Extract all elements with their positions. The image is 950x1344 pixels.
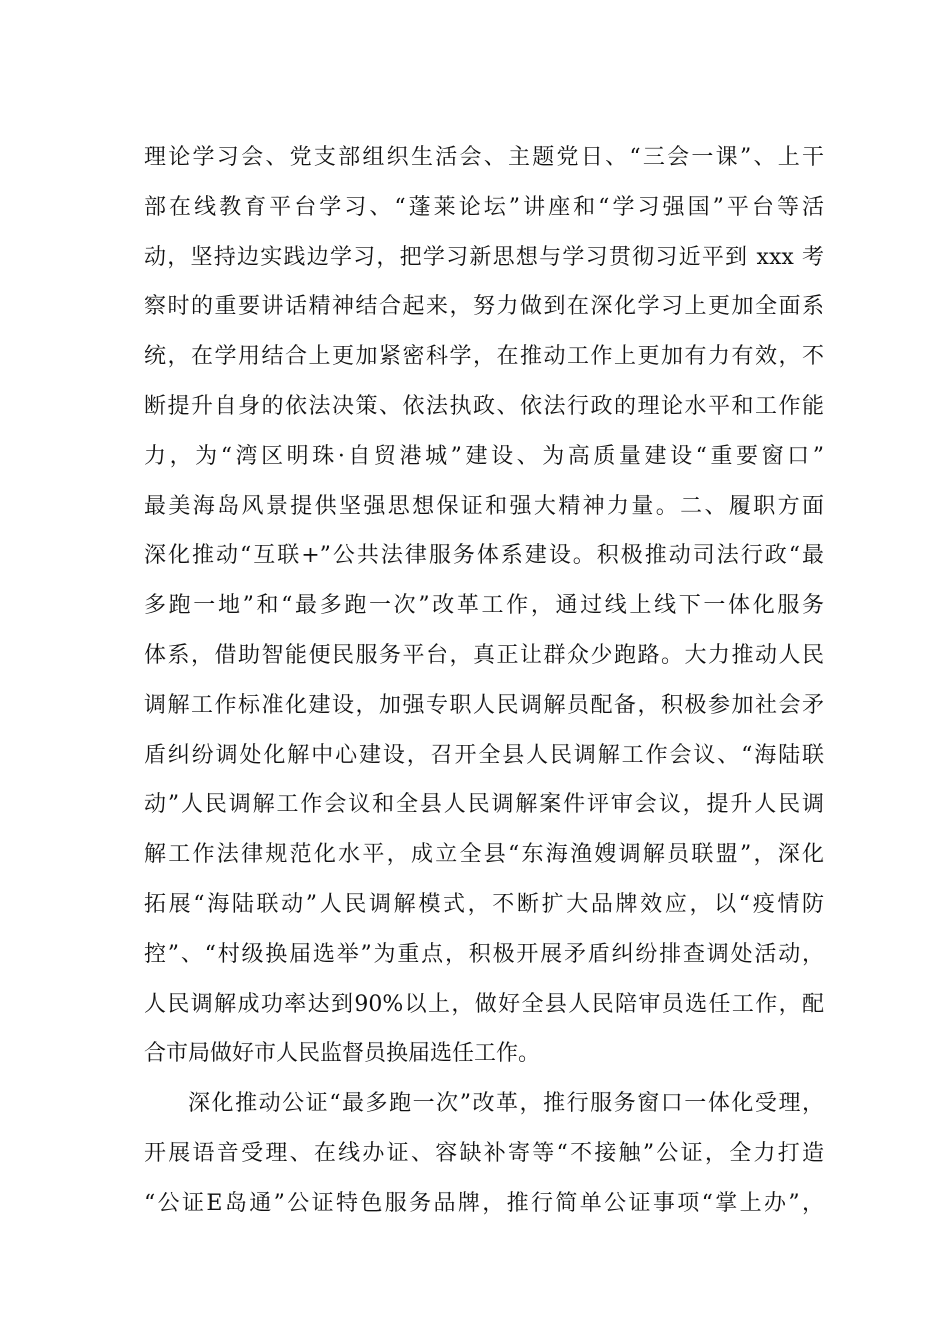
text-line: 深化推动公证“最多跑一次”改革，推行服务窗口一体化受理， <box>188 1091 824 1117</box>
text-line: 控”、“村级换届选举”为重点，积极开展矛盾纠纷排查调处活动， <box>144 941 824 967</box>
text-line: 体系，借助智能便民服务平台，真正让群众少跑路。大力推动人民 <box>144 642 824 668</box>
text-line: 开展语音受理、在线办证、容缺补寄等“不接触”公证，全力打造 <box>144 1140 824 1166</box>
text-line: 合市局做好市人民监督员换届选任工作。 <box>144 1041 541 1067</box>
text-line: 最美海岛风景提供坚强思想保证和强大精神力量。二、履职方面 <box>144 493 824 519</box>
text-line: 力，为“湾区明珠·自贸港城”建设、为高质量建设“重要窗口” <box>144 443 824 469</box>
text-line: 深化推动“互联+”公共法律服务体系建设。积极推动司法行政“最 <box>144 543 824 569</box>
text-line: 理论学习会、党支部组织生活会、主题党日、“三会一课”、上干 <box>144 145 824 170</box>
text-line: 多跑一地”和“最多跑一次”改革工作，通过线上线下一体化服务 <box>144 593 824 619</box>
text-line: 断提升自身的依法决策、依法执政、依法行政的理论水平和工作能 <box>144 393 824 419</box>
text-line: 动，坚持边实践边学习，把学习新思想与学习贯彻习近平到 xxx 考 <box>144 244 824 270</box>
text-line: 盾纠纷调处化解中心建设，召开全县人民调解工作会议、“海陆联 <box>144 742 824 768</box>
text-line: 人民调解成功率达到90%以上，做好全县人民陪审员选任工作，配 <box>144 991 824 1017</box>
text-line: 拓展“海陆联动”人民调解模式，不断扩大品牌效应，以“疫情防 <box>144 891 824 917</box>
text-line: 部在线教育平台学习、“蓬莱论坛”讲座和“学习强国”平台等活 <box>144 194 824 220</box>
paragraph-1 <box>144 133 824 1079</box>
text-line: 调解工作标准化建设，加强专职人民调解员配备，积极参加社会矛 <box>144 692 824 718</box>
body-text <box>144 133 824 1229</box>
text-line: 解工作法律规范化水平，成立全县“东海渔嫂调解员联盟”，深化 <box>144 842 824 868</box>
text-line: 统，在学用结合上更加紧密科学，在推动工作上更加有力有效，不 <box>144 344 824 370</box>
paragraph-2 <box>144 1079 824 1228</box>
text-line: “公证E岛通”公证特色服务品牌，推行简单公证事项“掌上办”， <box>144 1190 824 1216</box>
text-line: 动”人民调解工作会议和全县人民调解案件评审会议，提升人民调 <box>144 792 824 818</box>
text-line: 察时的重要讲话精神结合起来，努力做到在深化学习上更加全面系 <box>144 294 824 320</box>
